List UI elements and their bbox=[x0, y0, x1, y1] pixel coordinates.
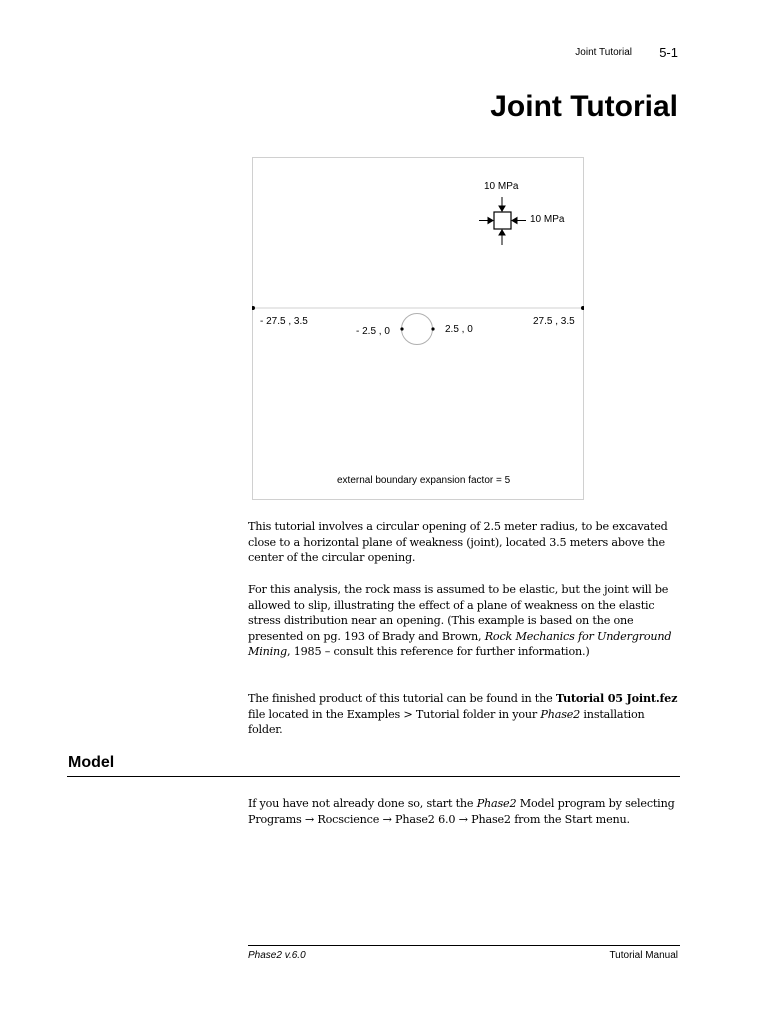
figure-border bbox=[253, 158, 584, 500]
figure-caption: external boundary expansion factor = 5 bbox=[337, 475, 511, 486]
joint-left-endpoint bbox=[252, 306, 255, 310]
intro-paragraph-1: This tutorial involves a circular opening of 2.5 meter radius, to be excavated close to a horizontal plane of weakness (joint), located 3.5 meters above the center of the circular opening. bbox=[248, 520, 668, 565]
section-heading-model: Model bbox=[68, 754, 115, 771]
vertical-stress-label: 10 MPa bbox=[484, 181, 519, 192]
model-paragraph: If you have not already done so, start the Phase2 Model program by selecting Programs → Rocscience → Phase2 6.0 → Phase2 from the Start menu. bbox=[248, 797, 675, 826]
book-title: Rock Mechanics for Underground Mining bbox=[248, 629, 672, 659]
page-title: Joint Tutorial bbox=[490, 90, 678, 123]
circular-opening bbox=[402, 314, 433, 345]
circle-right-label: 2.5 , 0 bbox=[445, 324, 473, 335]
footer-manual-name: Tutorial Manual bbox=[609, 950, 678, 961]
model-figure bbox=[252, 157, 584, 500]
opening-left-point bbox=[400, 327, 403, 330]
section-divider bbox=[67, 776, 680, 777]
intro-paragraph-2: For this analysis, the rock mass is assumed to be elastic, but the joint will be allowed to slip, illustrating the effect of a plane of weakness on the elastic stress distribution near an opening. (This example is based on the one presented on pg. 193 of Brady and Brown, Rock Mechanics for Underground Mining, 1985 – consult this reference for further information.) bbox=[248, 583, 672, 659]
stress-element bbox=[479, 197, 526, 245]
footer-divider bbox=[248, 945, 680, 946]
intro-paragraph-3: The finished product of this tutorial can be found in the Tutorial 05 Joint.fez file located in the Examples > Tutorial folder in your Phase2 installation folder. bbox=[248, 691, 678, 737]
app-name: Phase2 bbox=[476, 797, 517, 810]
joint-right-endpoint bbox=[581, 306, 584, 310]
stress-square bbox=[494, 212, 511, 229]
figure-drawing bbox=[252, 157, 584, 500]
tutorial-file-name: Tutorial 05 Joint.fez bbox=[555, 691, 678, 705]
opening-right-point bbox=[431, 327, 434, 330]
right-point-label: 27.5 , 3.5 bbox=[533, 316, 575, 327]
horizontal-stress-label: 10 MPa bbox=[530, 214, 565, 225]
circle-left-label: - 2.5 , 0 bbox=[356, 326, 390, 337]
footer-version: Phase2 v.6.0 bbox=[248, 950, 306, 961]
app-name: Phase2 bbox=[540, 707, 581, 721]
left-point-label: - 27.5 , 3.5 bbox=[260, 316, 308, 327]
header-chapter: Joint Tutorial bbox=[575, 47, 632, 58]
header-page-number: 5-1 bbox=[659, 45, 678, 60]
